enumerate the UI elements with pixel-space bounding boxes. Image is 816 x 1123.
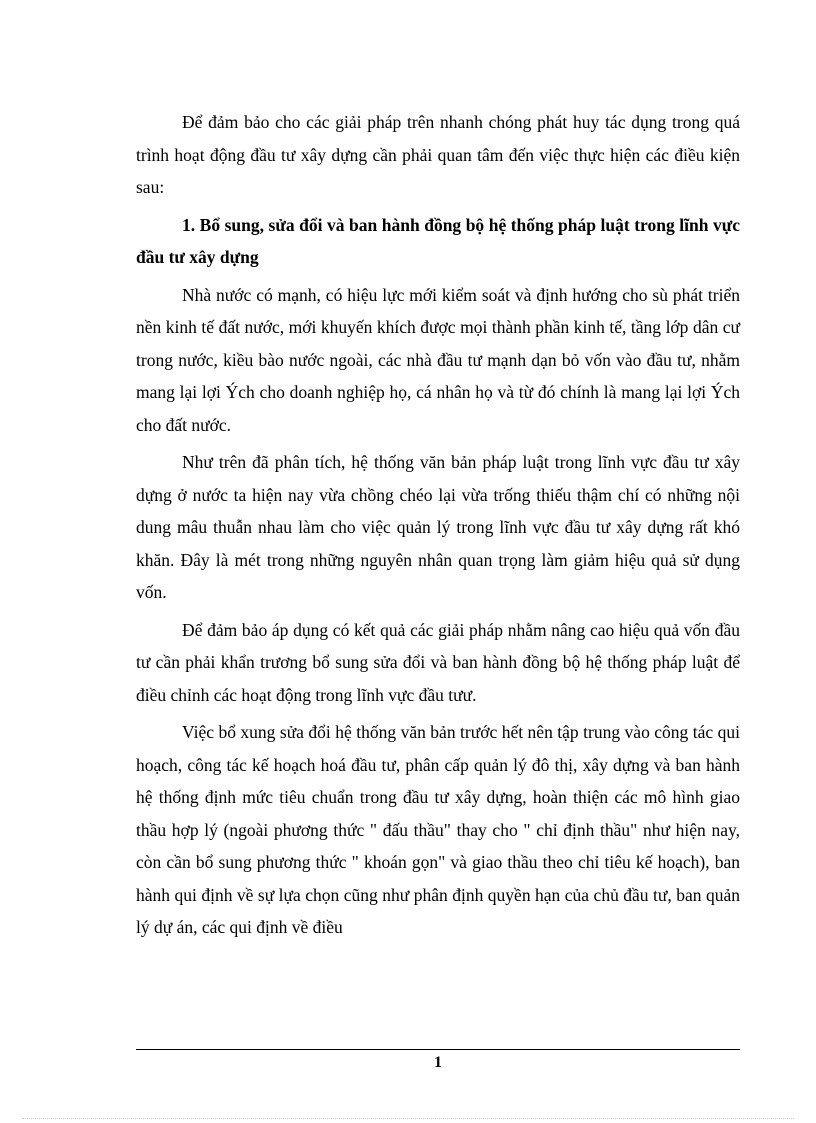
page-number: 1: [434, 1054, 442, 1071]
page-bottom-edge: [22, 1118, 794, 1119]
body-paragraph-1: Nhà nước có mạnh, có hiệu lực mới kiểm soát và định hướng cho sù phát triển nền kinh tế đất nước, mới khuyến khích được mọi thành phần kinh tế, tầng lớp dân cư trong nước, kiều bào nước ngoài, các nhà đầu tư mạnh dạn bỏ vốn vào đầu tư, nhằm mang lại lợi Ých cho doanh nghiệp họ, cá nhân họ và từ đó chính là mang lại lợi Ých cho đất nước.: [136, 284, 740, 435]
document-body: [136, 106, 740, 949]
body-paragraph-3: Để đảm bảo áp dụng có kết quả các giải pháp nhằm nâng cao hiệu quả vốn đầu tư cần phải khẩn trương bổ sung sửa đổi và ban hành đồng bộ hệ thống pháp luật để điều chỉnh các hoạt động trong lĩnh vực đầu tưư.: [136, 619, 740, 705]
intro-paragraph: Để đảm bảo cho các giải pháp trên nhanh chóng phát huy tác dụng trong quá trình hoạt động đầu tư xây dựng cần phải quan tâm đến việc thực hiện các điều kiện sau:: [136, 112, 740, 197]
footer-divider: [136, 1049, 740, 1050]
section-heading: 1. Bổ sung, sửa đổi và ban hành đồng bộ hệ thống pháp luật trong lĩnh vực đầu tư xây dựng: [136, 214, 740, 267]
body-paragraph-2: Như trên đã phân tích, hệ thống văn bản pháp luật trong lĩnh vực đầu tư xây dựng ở nước ta hiện nay vừa chồng chéo lại vừa trống thiếu thậm chí có những nội dung mâu thuẫn nhau làm cho việc quản lý trong lĩnh vực đầu tư xây dựng rất khó khăn. Đây là mét trong những nguyên nhân quan trọng làm giảm hiệu quả sử dụng vốn.: [136, 452, 740, 602]
body-paragraph-4: Việc bổ xung sửa đổi hệ thống văn bản trước hết nên tập trung vào công tác qui hoạch, công tác kế hoạch hoá đầu tư, phân cấp quản lý đô thị, xây dựng và ban hành hệ thống định mức tiêu chuẩn trong đầu tư xây dựng, hoàn thiện các mô hình giao thầu hợp lý (ngoài phương thức " đấu thầu" thay cho " chỉ định thầu" như hiện nay, còn cần bổ sung phương thức " khoán gọn" và giao thầu theo chỉ tiêu kế hoạch), ban hành qui định về sự lựa chọn cũng như phân định quyền hạn của chủ đầu tư, ban quản lý dự án, các qui định về điều: [136, 722, 740, 937]
